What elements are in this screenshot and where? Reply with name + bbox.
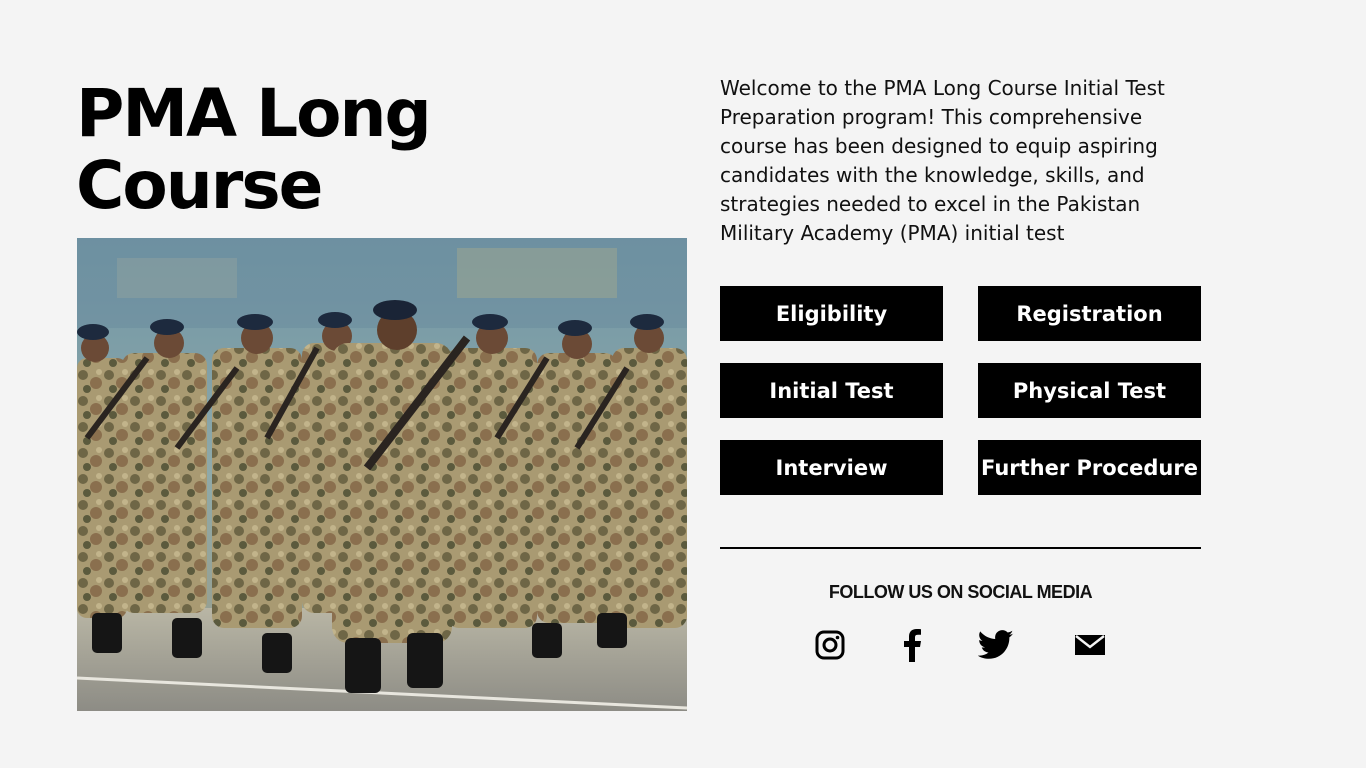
initial-test-button[interactable]: Initial Test xyxy=(720,363,943,418)
mail-icon[interactable] xyxy=(1072,626,1108,664)
section-divider xyxy=(720,547,1201,549)
physical-test-button[interactable]: Physical Test xyxy=(978,363,1201,418)
instagram-icon[interactable] xyxy=(812,626,848,664)
twitter-icon[interactable] xyxy=(978,626,1014,664)
further-procedure-button[interactable]: Further Procedure xyxy=(978,440,1201,495)
page-title xyxy=(76,75,676,224)
facebook-icon[interactable] xyxy=(894,626,930,664)
intro-paragraph: Welcome to the PMA Long Course Initial Test Preparation program! This comprehensive course has been designed to equip aspiring candidates with the knowledge, skills, and strategies needed to excel in the Pakistan Military Academy (PMA) initial test xyxy=(720,76,1165,245)
hero-image-illustration xyxy=(77,238,687,711)
eligibility-button[interactable]: Eligibility xyxy=(720,286,943,341)
social-heading: FOLLOW US ON SOCIAL MEDIA xyxy=(828,582,1093,602)
title-line-2: Course xyxy=(76,147,322,224)
registration-button[interactable]: Registration xyxy=(978,286,1201,341)
interview-button[interactable]: Interview xyxy=(720,440,943,495)
hero-image-soldiers-marching xyxy=(77,238,687,711)
title-line-1: PMA Long xyxy=(76,75,430,152)
